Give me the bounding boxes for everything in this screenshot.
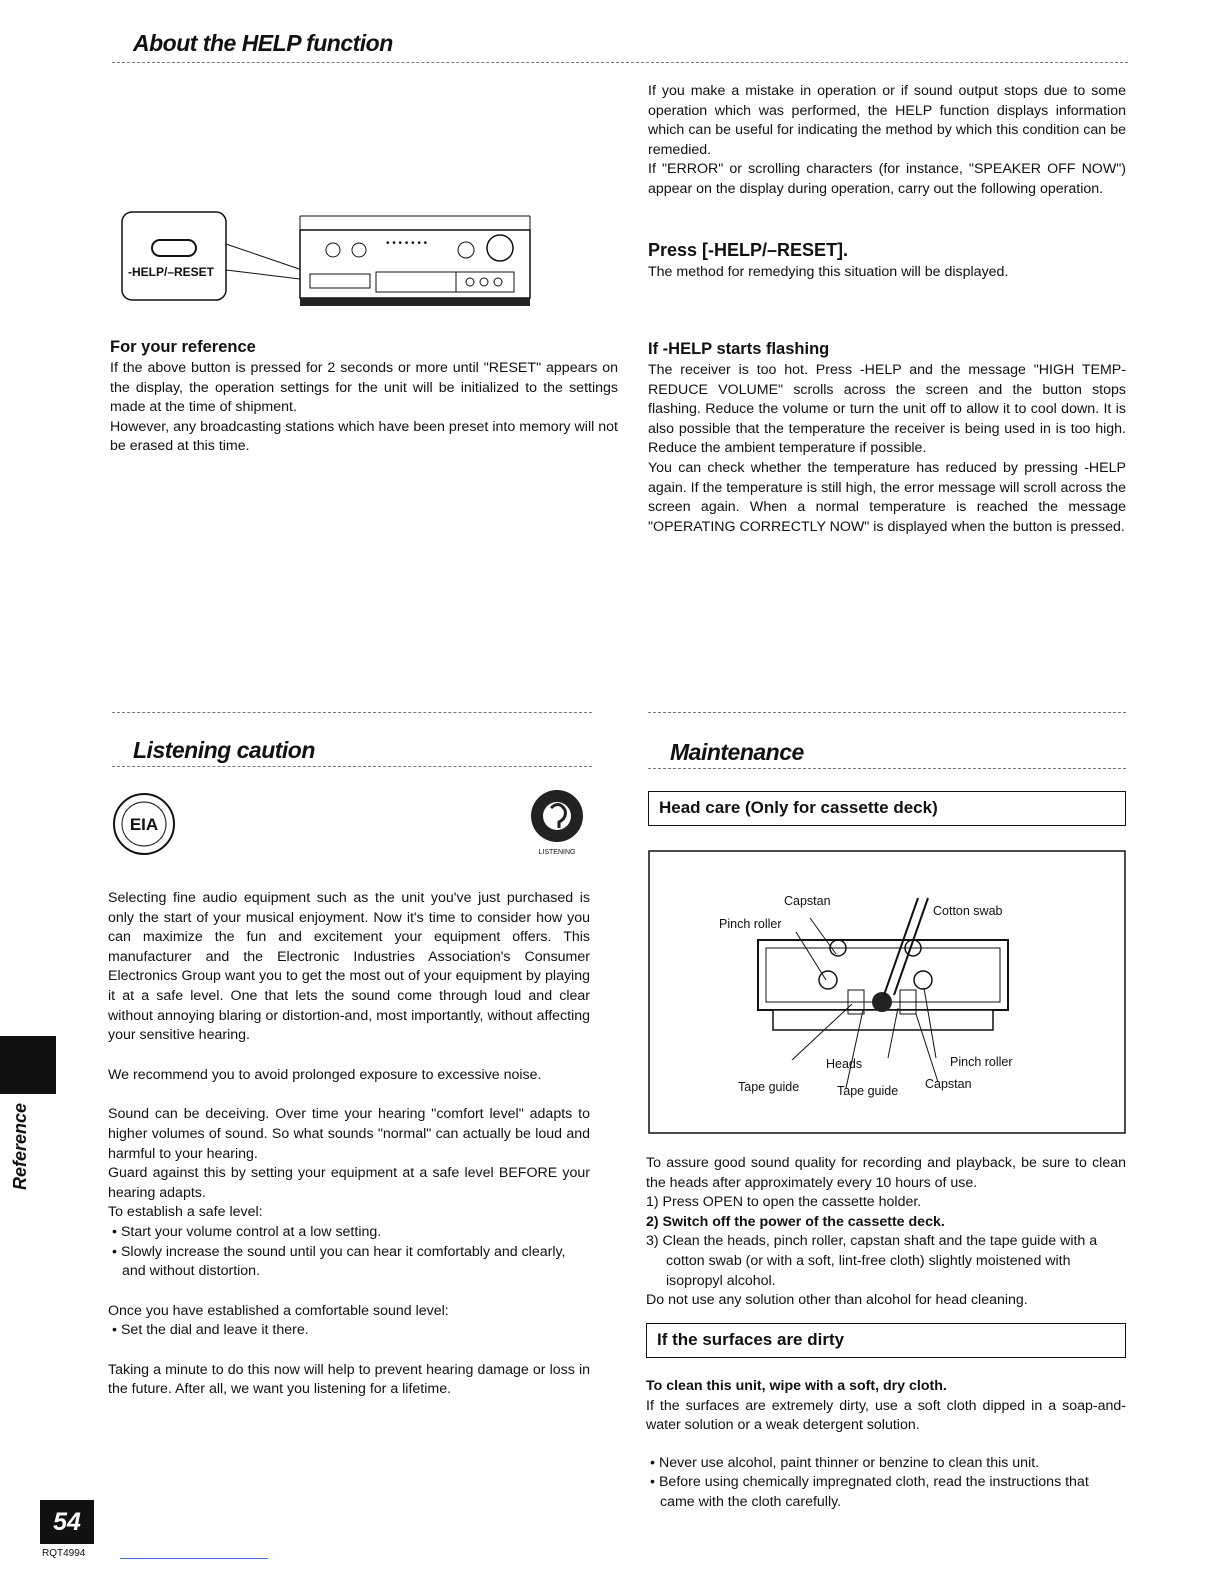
help-flash-section xyxy=(648,340,1126,537)
head-care-step-1: 1) Press OPEN to open the cassette holder. xyxy=(646,1194,922,1211)
help-flash-paragraph-1: The receiver is too hot. Press -HELP and the message "HIGH TEMP-REDUCE VOLUME" scrolls across the screen and the button stops flashing. Reduce the volume or turn the unit off to allow it to cool down. It is also possible that the temperature the receiver is being used in is too high. Reduce the ambient temperature if possible. xyxy=(648,362,1126,457)
listening-paragraph-4: Once you have established a comfortable sound level: xyxy=(108,1302,449,1319)
help-press-heading: Press [-HELP/–RESET]. xyxy=(648,240,849,260)
label-tape-guide-left: Tape guide xyxy=(738,1080,800,1094)
svg-text:• • • • • • •: • • • • • • • xyxy=(386,238,428,249)
listening-paragraph-3b: Guard against this by setting your equipment at a safe level BEFORE your hearing adapts. xyxy=(108,1165,590,1201)
cleaning-bullet-2: • Before using chemically impregnated cloth, read the instructions that came with the cloth carefully. xyxy=(646,1473,1126,1512)
help-title-rule xyxy=(112,62,1128,63)
listening-bullet-1: • Start your volume control at a low setting. xyxy=(108,1223,590,1243)
listening-bullet-3: • Set the dial and leave it there. xyxy=(108,1321,590,1341)
help-flash-paragraph-2: You can check whether the temperature has reduced by pressing -HELP again. If the temperature is still high, the error message will scroll across the screen again. When a normal temperature is reached the message "OPERATING CORRECTLY NOW" is displayed when the button is pressed. xyxy=(648,459,1126,535)
listening-paragraph-5: Taking a minute to do this now will help to prevent hearing damage or loss in the future. After all, we want you listening for a lifetime. xyxy=(108,1361,590,1398)
help-reference-section xyxy=(110,338,618,457)
listening-paragraph-3a: Sound can be deceiving. Over time your hearing "comfort level" adapts to higher volumes of sound. So what sounds "normal" can actually be loud and harmful to your hearing. xyxy=(108,1106,590,1162)
cleaning-text: If the surfaces are extremely dirty, use a soft cloth dipped in a soap-and-water solution or a weak detergent solution. xyxy=(646,1397,1126,1434)
cleaning-section xyxy=(646,1377,1126,1513)
head-care-heading: Head care (Only for cassette deck) xyxy=(648,791,1126,826)
label-heads: Heads xyxy=(826,1057,863,1071)
maintenance-bottom-rule xyxy=(648,768,1126,769)
listening-bullet-2: • Slowly increase the sound until you can hear it comfortably and clearly, and without distortion. xyxy=(108,1243,590,1282)
footer-rule xyxy=(120,1558,268,1559)
eia-logo-text: EIA xyxy=(129,815,159,834)
label-pinch-roller-left: Pinch roller xyxy=(719,917,782,931)
help-intro-paragraph-1: If you make a mistake in operation or if sound output stops due to some operation which was performed, the HELP function displays information which can be useful for indicating the method by which this condition can be remedied. xyxy=(648,83,1126,158)
head-care-step-3: 3) Clean the heads, pinch roller, capstan shaft and the tape guide with a cotton swab (or with a soft, lint-free cloth) slightly moistened with isopropyl alcohol. xyxy=(646,1233,1098,1289)
help-intro xyxy=(648,82,1126,200)
label-pinch-roller-right: Pinch roller xyxy=(950,1055,1013,1069)
listening-logo-text: LISTENING xyxy=(538,849,576,856)
label-capstan-top: Capstan xyxy=(784,894,831,908)
head-care-step-2: 2) Switch off the power of the cassette deck. xyxy=(646,1213,945,1230)
dirty-surfaces-heading: If the surfaces are dirty xyxy=(646,1323,1126,1358)
help-button-label: -HELP/–RESET xyxy=(128,265,215,279)
help-press-text: The method for remedying this situation will be displayed. xyxy=(648,264,1009,280)
label-cotton-swab: Cotton swab xyxy=(933,904,1003,918)
listening-title: Listening caution xyxy=(133,737,315,763)
help-reference-paragraph-2: However, any broadcasting stations which have been preset into memory will not be erased at this time. xyxy=(110,418,618,455)
listening-paragraph-1: Selecting fine audio equipment such as the unit you've just purchased is only the start of your musical enjoyment. Now it's time to consider how you can maximize the fun and excitement your equipment offers. This manufacturer and the Electronic Industries Association's Consumer Electronics Group want you to get the most out of your equipment by playing it at a safe level. One that lets the sound come through loud and clear without annoying blaring or distortion-and, most importantly, without affecting your sensitive hearing. xyxy=(108,890,590,1044)
listening-logo xyxy=(525,786,589,862)
help-button-icon xyxy=(152,240,196,256)
help-reference-heading: For your reference xyxy=(110,338,256,356)
head-care-body xyxy=(646,1154,1126,1311)
eia-logo xyxy=(110,790,178,858)
cassette-head-diagram xyxy=(648,850,1126,1134)
page-number: 54 xyxy=(40,1500,94,1544)
head-care-note: Do not use any solution other than alcohol for head cleaning. xyxy=(646,1292,1028,1309)
help-intro-paragraph-2: If "ERROR" or scrolling characters (for instance, "SPEAKER OFF NOW") appear on the display during operation, carry out the following operation. xyxy=(648,161,1126,197)
cleaning-heading: To clean this unit, wipe with a soft, dry cloth. xyxy=(646,1378,947,1394)
cleaning-bullet-1: • Never use alcohol, paint thinner or benzine to clean this unit. xyxy=(646,1454,1126,1474)
listening-top-rule xyxy=(112,712,592,713)
reference-tab-marker xyxy=(0,1036,56,1094)
help-reference-paragraph-1: If the above button is pressed for 2 seconds or more until "RESET" appears on the display, the operation settings for the unit will be initialized to the settings made at the time of shipment. xyxy=(110,360,618,416)
help-title: About the HELP function xyxy=(133,30,393,56)
maintenance-title: Maintenance xyxy=(670,739,804,765)
listening-body xyxy=(108,889,590,1400)
listening-paragraph-3c: To establish a safe level: xyxy=(108,1204,263,1221)
head-care-intro: To assure good sound quality for recording and playback, be sure to clean the heads after approximately every 10 hours of use. xyxy=(646,1155,1126,1191)
help-press-section xyxy=(648,240,1126,283)
listening-bottom-rule xyxy=(112,766,592,767)
reference-tab-label: Reference xyxy=(10,1102,30,1190)
label-tape-guide-mid: Tape guide xyxy=(837,1084,899,1098)
help-flash-heading: If -HELP starts flashing xyxy=(648,340,830,358)
receiver-illustration xyxy=(118,208,538,312)
label-capstan-bottom: Capstan xyxy=(925,1077,972,1091)
listening-paragraph-2: We recommend you to avoid prolonged exposure to excessive noise. xyxy=(108,1066,542,1083)
doc-code: RQT4994 xyxy=(42,1548,86,1559)
maintenance-top-rule xyxy=(648,712,1126,713)
